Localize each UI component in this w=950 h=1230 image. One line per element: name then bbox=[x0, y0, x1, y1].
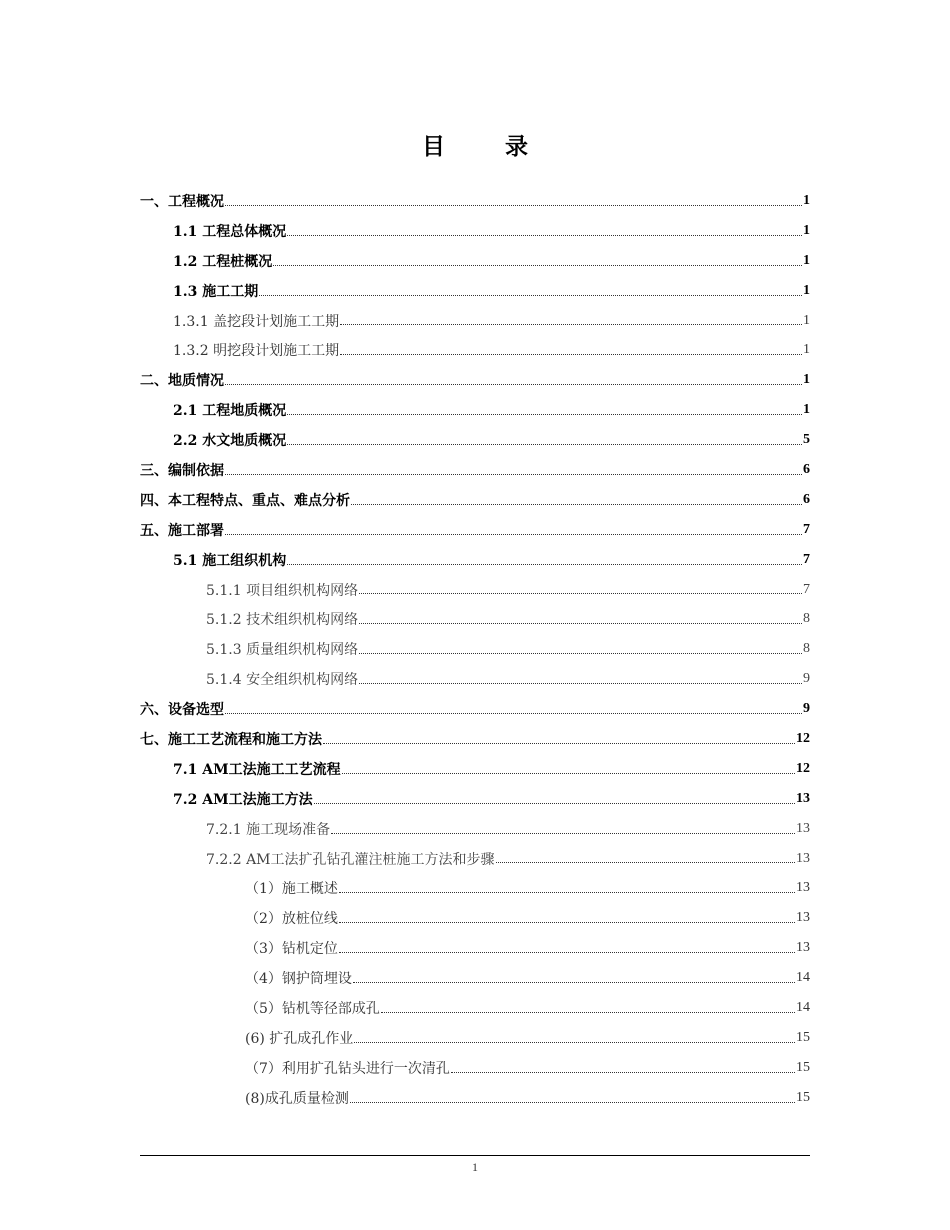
dot-leader bbox=[339, 922, 795, 923]
toc-entry[interactable] bbox=[140, 575, 810, 605]
toc-entry[interactable] bbox=[140, 246, 810, 276]
toc-entry[interactable] bbox=[140, 186, 810, 216]
toc-entry[interactable] bbox=[140, 1023, 810, 1053]
dot-leader bbox=[359, 683, 802, 684]
toc-entry-label: （5）钻机等径部成孔 bbox=[245, 1000, 380, 1017]
toc-entry[interactable] bbox=[140, 933, 810, 963]
toc-entry-page-number: 12 bbox=[796, 730, 810, 746]
toc-entry-page-number: 1 bbox=[803, 312, 810, 328]
toc-entry-label: （1）施工概述 bbox=[245, 881, 338, 898]
dot-leader bbox=[287, 564, 802, 565]
toc-entry-label: 六、设备选型 bbox=[140, 702, 224, 719]
toc-entry-page-number: 6 bbox=[803, 461, 810, 477]
toc-entry-label: 二、地质情况 bbox=[140, 373, 224, 390]
toc-entry-page-number: 14 bbox=[796, 999, 810, 1015]
toc-entry[interactable] bbox=[140, 694, 810, 724]
toc-entry-page-number: 13 bbox=[796, 940, 810, 956]
page-title: 目 录 bbox=[421, 133, 554, 160]
toc-entry-label: 七、施工工艺流程和施工方法 bbox=[140, 731, 322, 748]
toc-entry-label: 7.1 AM工法施工工艺流程 bbox=[173, 761, 341, 778]
toc-entry[interactable] bbox=[140, 754, 810, 784]
toc-entry[interactable] bbox=[140, 425, 810, 455]
toc-entry-page-number: 9 bbox=[803, 671, 810, 687]
toc-entry-label: 1.2 工程桩概况 bbox=[173, 253, 273, 270]
toc-entry-page-number: 1 bbox=[803, 192, 810, 208]
toc-entry-label: 5.1.2 技术组织机构网络 bbox=[206, 612, 359, 629]
toc-entry-page-number: 13 bbox=[796, 910, 810, 926]
dot-leader bbox=[359, 653, 802, 654]
toc-entry[interactable] bbox=[140, 455, 810, 485]
toc-entry-page-number: 7 bbox=[803, 551, 810, 567]
toc-entry-label: 1.3.2 明挖段计划施工工期 bbox=[173, 343, 340, 360]
toc-entry[interactable] bbox=[140, 276, 810, 306]
dot-leader bbox=[339, 952, 795, 953]
toc-entry-label: 2.1 工程地质概况 bbox=[173, 403, 287, 420]
toc-entry[interactable] bbox=[140, 724, 810, 754]
toc-entry-page-number: 1 bbox=[803, 402, 810, 418]
dot-leader bbox=[496, 862, 795, 863]
toc-entry-label: 四、本工程特点、重点、难点分析 bbox=[140, 492, 350, 509]
dot-leader bbox=[273, 265, 802, 266]
toc-entry-page-number: 13 bbox=[796, 820, 810, 836]
dot-leader bbox=[350, 1102, 795, 1103]
toc-entry[interactable] bbox=[140, 814, 810, 844]
dot-leader bbox=[225, 205, 802, 206]
toc-entry[interactable] bbox=[140, 963, 810, 993]
toc-entry-label: （2）放桩位线 bbox=[245, 911, 338, 928]
table-of-contents bbox=[140, 186, 810, 1113]
toc-entry[interactable] bbox=[140, 634, 810, 664]
dot-leader bbox=[331, 833, 795, 834]
toc-entry-page-number: 9 bbox=[803, 701, 810, 717]
dot-leader bbox=[225, 474, 802, 475]
toc-entry-page-number: 15 bbox=[796, 1059, 810, 1075]
dot-leader bbox=[353, 982, 795, 983]
toc-entry-label: 5.1.3 质量组织机构网络 bbox=[206, 642, 359, 659]
toc-entry-label: 1.1 工程总体概况 bbox=[173, 223, 287, 240]
toc-entry-page-number: 14 bbox=[796, 970, 810, 986]
toc-entry-page-number: 7 bbox=[803, 581, 810, 597]
toc-entry-page-number: 13 bbox=[796, 880, 810, 896]
toc-entry-page-number: 1 bbox=[803, 372, 810, 388]
toc-entry-page-number: 1 bbox=[803, 252, 810, 268]
toc-entry-page-number: 7 bbox=[803, 521, 810, 537]
toc-entry[interactable] bbox=[140, 216, 810, 246]
toc-entry-label: 5.1.4 安全组织机构网络 bbox=[206, 672, 359, 689]
toc-entry[interactable] bbox=[140, 784, 810, 814]
toc-entry[interactable] bbox=[140, 903, 810, 933]
dot-leader bbox=[287, 235, 802, 236]
toc-entry-label: 一、工程概况 bbox=[140, 193, 224, 210]
dot-leader bbox=[287, 414, 802, 415]
dot-leader bbox=[354, 1042, 795, 1043]
dot-leader bbox=[339, 892, 795, 893]
toc-entry-label: 三、编制依据 bbox=[140, 462, 224, 479]
toc-entry-label: 2.2 水文地质概况 bbox=[173, 433, 287, 450]
toc-entry-label: 五、施工部署 bbox=[140, 522, 224, 539]
toc-entry-page-number: 15 bbox=[796, 1029, 810, 1045]
toc-entry[interactable] bbox=[140, 1083, 810, 1113]
dot-leader bbox=[381, 1012, 795, 1013]
toc-entry[interactable] bbox=[140, 604, 810, 634]
dot-leader bbox=[314, 803, 795, 804]
toc-entry-page-number: 13 bbox=[796, 850, 810, 866]
toc-entry-page-number: 6 bbox=[803, 491, 810, 507]
dot-leader bbox=[340, 354, 802, 355]
toc-entry-page-number: 5 bbox=[803, 432, 810, 448]
toc-entry-page-number: 8 bbox=[803, 641, 810, 657]
toc-entry-page-number: 1 bbox=[803, 222, 810, 238]
toc-entry[interactable] bbox=[140, 335, 810, 365]
dot-leader bbox=[225, 534, 802, 535]
toc-entry[interactable] bbox=[140, 365, 810, 395]
toc-entry-page-number: 1 bbox=[803, 342, 810, 358]
toc-entry-label: 1.3 施工工期 bbox=[173, 283, 259, 300]
toc-entry-label: 1.3.1 盖挖段计划施工工期 bbox=[173, 313, 340, 330]
toc-entry-page-number: 1 bbox=[803, 282, 810, 298]
toc-entry-page-number: 15 bbox=[796, 1089, 810, 1105]
dot-leader bbox=[359, 623, 802, 624]
toc-entry-label: 7.2.2 AM工法扩孔钻孔灌注桩施工方法和步骤 bbox=[206, 851, 495, 868]
dot-leader bbox=[287, 444, 802, 445]
dot-leader bbox=[323, 743, 795, 744]
toc-entry-label: 5.1.1 项目组织机构网络 bbox=[206, 582, 359, 599]
toc-entry[interactable] bbox=[140, 485, 810, 515]
toc-entry[interactable] bbox=[140, 993, 810, 1023]
toc-entry[interactable] bbox=[140, 1053, 810, 1083]
toc-entry[interactable] bbox=[140, 844, 810, 874]
toc-entry[interactable] bbox=[140, 515, 810, 545]
toc-entry-label: （4）钢护筒埋设 bbox=[245, 971, 352, 988]
toc-entry[interactable] bbox=[140, 395, 810, 425]
toc-entry[interactable] bbox=[140, 873, 810, 903]
dot-leader bbox=[340, 324, 802, 325]
toc-entry[interactable] bbox=[140, 664, 810, 694]
toc-entry-page-number: 12 bbox=[796, 760, 810, 776]
dot-leader bbox=[225, 713, 802, 714]
dot-leader bbox=[225, 384, 802, 385]
toc-entry[interactable] bbox=[140, 306, 810, 336]
dot-leader bbox=[259, 295, 802, 296]
footer-page-number: 1 bbox=[472, 1160, 478, 1174]
toc-entry-label: (6) 扩孔成孔作业 bbox=[245, 1030, 354, 1047]
toc-entry[interactable] bbox=[140, 545, 810, 575]
toc-entry-label: 7.2 AM工法施工方法 bbox=[173, 791, 313, 808]
toc-entry-label: 7.2.1 施工现场准备 bbox=[206, 821, 331, 838]
toc-entry-page-number: 13 bbox=[796, 790, 810, 806]
toc-entry-label: （7）利用扩孔钻头进行一次清孔 bbox=[245, 1060, 450, 1077]
dot-leader bbox=[351, 504, 802, 505]
dot-leader bbox=[359, 593, 802, 594]
footer-divider bbox=[140, 1155, 810, 1156]
toc-entry-label: (8)成孔质量检测 bbox=[245, 1090, 349, 1107]
dot-leader bbox=[342, 773, 795, 774]
toc-entry-label: （3）钻机定位 bbox=[245, 941, 338, 958]
toc-entry-label: 5.1 施工组织机构 bbox=[173, 552, 287, 569]
toc-entry-page-number: 8 bbox=[803, 611, 810, 627]
dot-leader bbox=[451, 1072, 795, 1073]
